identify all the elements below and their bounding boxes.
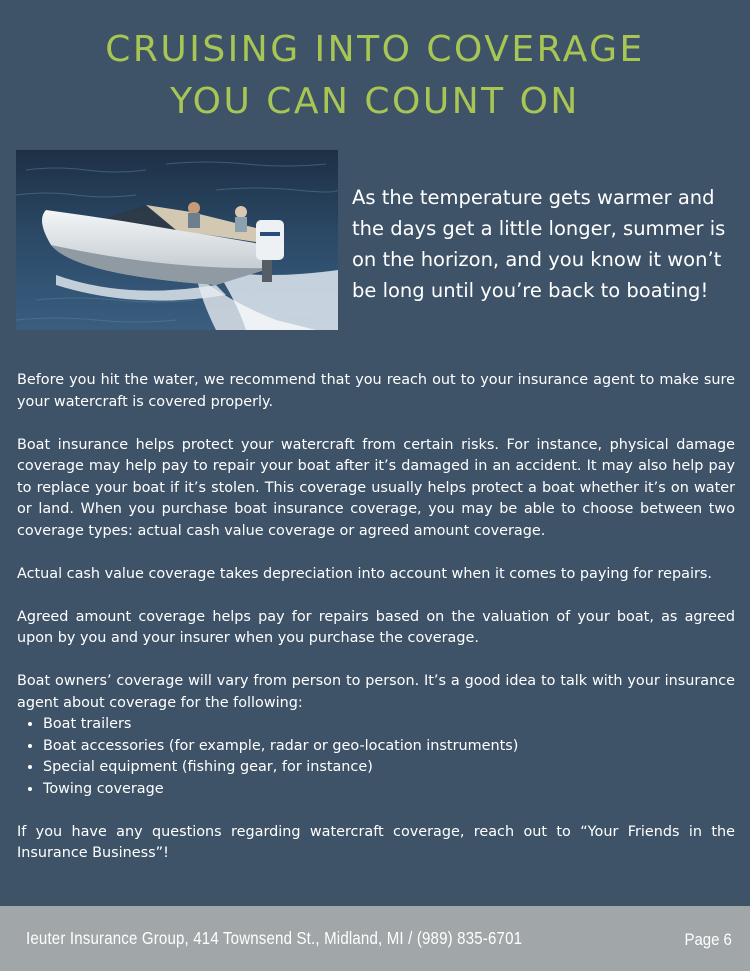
paragraph: Actual cash value coverage takes depreciation into account when it comes to paying for repairs. xyxy=(17,565,712,582)
title-line-2: YOU CAN COUNT ON xyxy=(170,81,580,122)
list-item: • Boat accessories (for example, radar or geo-location instruments) xyxy=(43,736,735,758)
list-item: • Towing coverage xyxy=(43,779,735,801)
page-number: Page 6 xyxy=(684,930,732,949)
closing-paragraph: If you have any questions regarding watercraft coverage, reach out to “Your Friends in the Insurance Business”! xyxy=(17,823,735,861)
footer-bar xyxy=(0,906,750,971)
intro-text: As the temperature gets warmer and the days get a little longer, summer is on the horizon, and you know it won’t be long until you’re back to boating! xyxy=(352,186,726,302)
paragraph: Boat owners’ coverage will vary from person to person. It’s a good idea to talk with your insurance agent about coverage for the following: xyxy=(17,673,735,711)
paragraph: Before you hit the water, we recommend that you reach out to your insurance agent to make sure your watercraft is covered properly. xyxy=(17,372,735,410)
paragraph: Boat insurance helps protect your watercraft from certain risks. For instance, physical damage coverage may help pay to repair your boat after it’s damaged in an accident. It may also help pay to replace your boat if it’s stolen. This coverage usually helps protect a boat whether it’s on water or land. When you purchase boat insurance coverage, you may be able to choose between two coverage types: actual cash value coverage or agreed amount coverage. xyxy=(17,436,735,539)
page-title xyxy=(0,24,750,128)
list-item: • Boat trailers xyxy=(43,714,735,736)
list-item: • Special equipment (fishing gear, for instance) xyxy=(43,757,735,779)
title-line-1: CRUISING INTO COVERAGE xyxy=(105,29,645,70)
coverage-list xyxy=(17,714,735,800)
boat-photo xyxy=(16,150,338,330)
footer-contact: Ieuter Insurance Group, 414 Townsend St., Midland, MI / (989) 835-6701 xyxy=(26,928,523,948)
speedboat-image xyxy=(16,150,338,330)
paragraph: Agreed amount coverage helps pay for repairs based on the valuation of your boat, as agreed upon by you and your insurer when you purchase the coverage. xyxy=(17,608,735,646)
article-body xyxy=(17,370,735,886)
